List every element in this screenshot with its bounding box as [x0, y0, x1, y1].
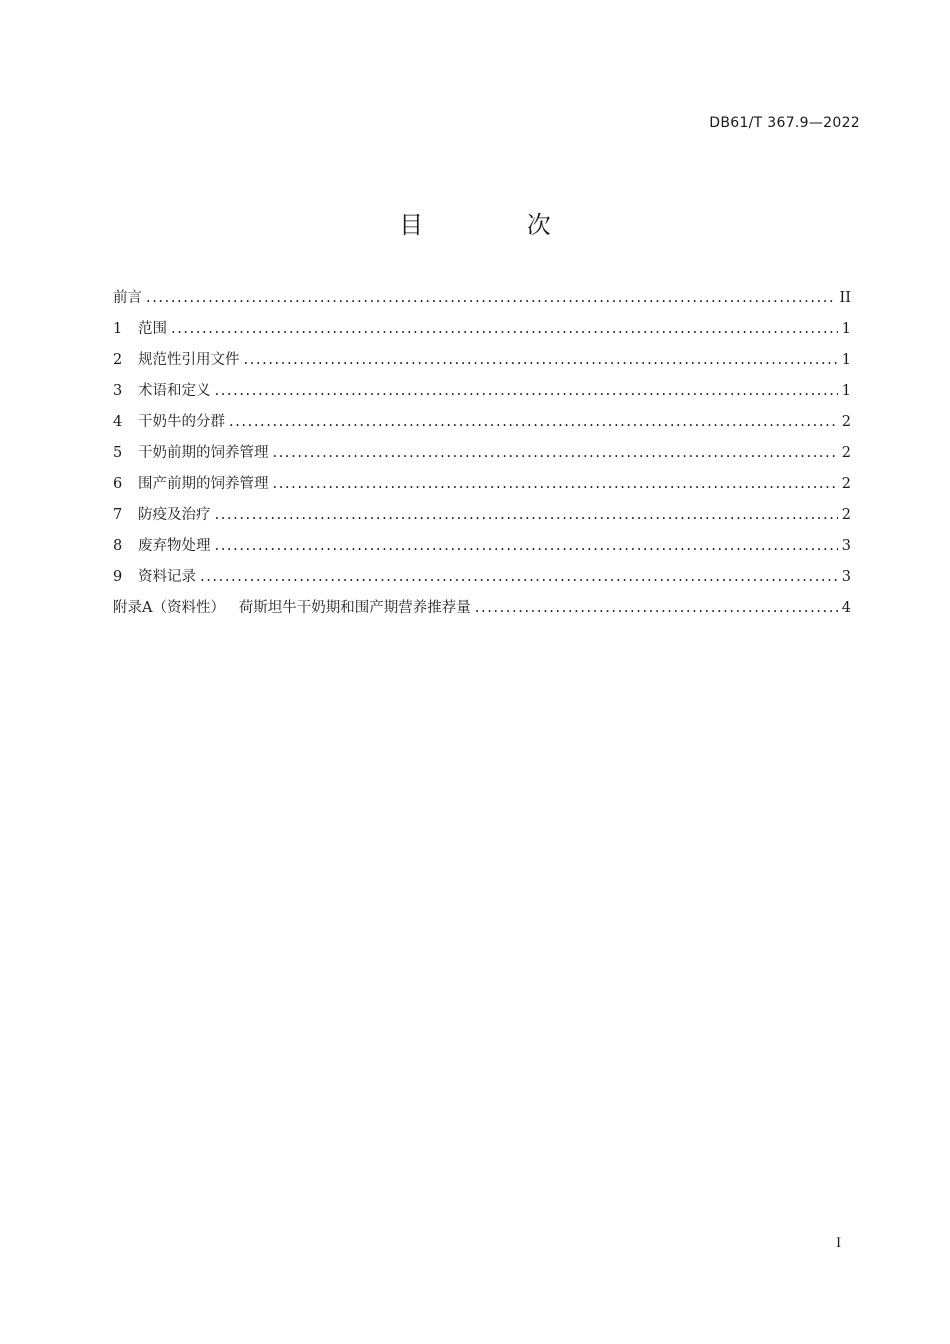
toc-entry-page: 4 — [841, 600, 851, 616]
toc-entry-number: 1 — [113, 321, 123, 337]
toc-entry-normative-references[interactable] — [113, 348, 851, 379]
toc-entry-label: 干奶牛的分群 — [138, 414, 225, 430]
toc-entry-prepartum-management[interactable] — [113, 472, 851, 503]
toc-entry-label: 防疫及治疗 — [138, 507, 211, 523]
toc-entry-page: 3 — [841, 538, 851, 554]
toc-leader-dots — [273, 441, 838, 465]
toc-leader-dots — [171, 317, 838, 341]
toc-entry-page: 1 — [841, 383, 851, 399]
toc-leader-dots — [215, 534, 838, 558]
toc-entry-number: 4 — [113, 414, 123, 430]
toc-entry-number: 9 — [113, 569, 123, 585]
toc-entry-appendix-a[interactable] — [113, 596, 851, 627]
toc-entry-foreword[interactable] — [113, 286, 851, 317]
toc-entry-scope[interactable] — [113, 317, 851, 348]
toc-entry-early-dry-management[interactable] — [113, 441, 851, 472]
toc-entry-number: 7 — [113, 507, 123, 523]
toc-leader-dots — [215, 379, 838, 403]
toc-leader-dots — [215, 503, 838, 527]
toc-entry-label: 围产前期的饲养管理 — [138, 476, 269, 492]
toc-entry-page: 2 — [841, 507, 851, 523]
toc-entry-label: 干奶前期的饲养管理 — [138, 445, 269, 461]
toc-entry-page: 2 — [841, 476, 851, 492]
document-code: DB61/T 367.9—2022 — [709, 115, 860, 131]
toc-entry-number: 3 — [113, 383, 123, 399]
toc-entry-number: 5 — [113, 445, 123, 461]
toc-entry-disease-prevention[interactable] — [113, 503, 851, 534]
toc-entry-page: 1 — [841, 321, 851, 337]
table-of-contents — [113, 286, 851, 627]
toc-entry-page: 3 — [841, 569, 851, 585]
toc-entry-terms-definitions[interactable] — [113, 379, 851, 410]
toc-entry-number: 2 — [113, 352, 123, 368]
toc-entry-label: 附录A（资料性） 荷斯坦牛干奶期和围产期营养推荐量 — [113, 600, 471, 616]
toc-leader-dots — [200, 565, 838, 589]
toc-entry-waste-disposal[interactable] — [113, 534, 851, 565]
toc-leader-dots — [146, 286, 836, 310]
toc-entry-page: 1 — [841, 352, 851, 368]
toc-leader-dots — [475, 596, 838, 620]
toc-leader-dots — [244, 348, 838, 372]
toc-entry-page: II — [839, 290, 851, 306]
toc-entry-label: 规范性引用文件 — [138, 352, 240, 368]
page-title: 目 次 — [399, 211, 599, 239]
toc-entry-label: 前言 — [113, 290, 142, 306]
page-number: I — [836, 1236, 842, 1251]
toc-entry-grouping[interactable] — [113, 410, 851, 441]
toc-leader-dots — [273, 472, 838, 496]
toc-entry-number: 8 — [113, 538, 123, 554]
toc-entry-label: 范围 — [138, 321, 167, 337]
toc-leader-dots — [229, 410, 838, 434]
toc-entry-label: 术语和定义 — [138, 383, 211, 399]
toc-entry-label: 废弃物处理 — [138, 538, 211, 554]
toc-entry-page: 2 — [841, 414, 851, 430]
toc-entry-number: 6 — [113, 476, 123, 492]
toc-entry-records[interactable] — [113, 565, 851, 596]
toc-entry-page: 2 — [841, 445, 851, 461]
toc-entry-label: 资料记录 — [138, 569, 196, 585]
